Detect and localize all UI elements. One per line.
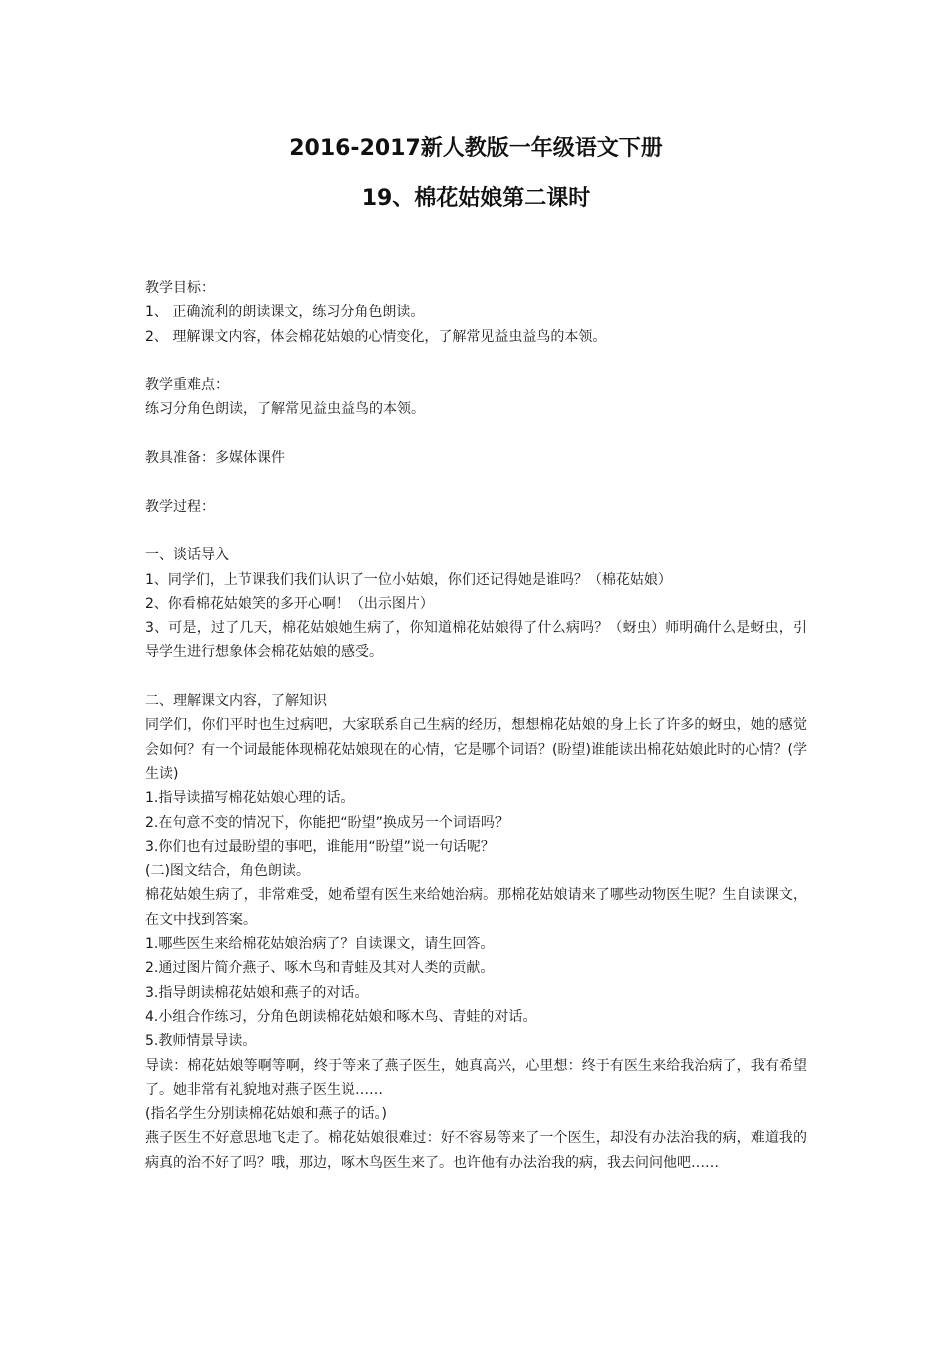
list-item: 2.在句意不变的情况下，你能把“盼望”换成另一个词语吗？ (145, 814, 509, 831)
document-body (145, 276, 807, 1175)
section-heading: 二、理解课文内容，了解知识 (145, 693, 327, 710)
list-item: 1.哪些医生来给棉花姑娘治病了？自读课文，请生回答。 (145, 936, 495, 953)
process-heading: 教学过程： (145, 498, 215, 515)
key-points-text: 练习分角色朗读，了解常见益虫益鸟的本领。 (145, 401, 425, 418)
paragraph: (指名学生分别读棉花姑娘和燕子的话。) (145, 1106, 387, 1123)
list-item: 3.你们也有过最盼望的事吧，谁能用“盼望”说一句话呢？ (145, 838, 495, 855)
teaching-tools: 教具准备：多媒体课件 (145, 450, 285, 467)
list-item: 2.通过图片简介燕子、啄木鸟和青蛙及其对人类的贡献。 (145, 960, 495, 977)
list-item: 1.指导读描写棉花姑娘心理的话。 (145, 790, 355, 807)
goal-item: 2、 理解课文内容，体会棉花姑娘的心情变化，了解常见益虫益鸟的本领。 (145, 328, 607, 345)
list-item: 3、可是，过了几天，棉花姑娘她生病了，你知道棉花姑娘得了什么病吗？（蚜虫）师明确什么是蚜虫，引导学生进行想象体会棉花姑娘的感受。 (145, 620, 807, 661)
list-item: 2、你看棉花姑娘笑的多开心啊！（出示图片） (145, 595, 434, 612)
list-item: 5.教师情景导读。 (145, 1033, 257, 1050)
list-item: 4.小组合作练习，分角色朗读棉花姑娘和啄木鸟、青蛙的对话。 (145, 1008, 537, 1025)
lesson-title: 19、棉花姑娘第二课时 (361, 186, 591, 211)
paragraph: 燕子医生不好意思地飞走了。棉花姑娘很难过：好不容易等来了一个医生，却没有办法治我的病，难道我的病真的治不好了吗？哦，那边，啄木鸟医生来了。也许他有办法治我的病，我去问问他吧…… (145, 1130, 807, 1171)
section-heading: 一、谈话导入 (145, 547, 229, 564)
document-title: 2016-2017新人教版一年级语文下册 (289, 136, 663, 161)
list-item: 3.指导朗读棉花姑娘和燕子的对话。 (145, 984, 369, 1001)
paragraph: 导读：棉花姑娘等啊等啊，终于等来了燕子医生，她真高兴，心里想：终于有医生来给我治病了，我有希望了。她非常有礼貌地对燕子医生说…… (145, 1057, 807, 1098)
subsection-heading: (二)图文结合，角色朗读。 (145, 863, 310, 880)
key-points-heading: 教学重难点： (145, 377, 229, 394)
paragraph: 同学们，你们平时也生过病吧，大家联系自己生病的经历，想想棉花姑娘的身上长了许多的蚜虫，她的感觉会如何？有一个词最能体现棉花姑娘现在的心情，它是哪个词语？(盼望)谁能读出棉花姑娘此时的心情？(学生读) (145, 717, 807, 782)
list-item: 1、同学们，上节课我们我们认识了一位小姑娘，你们还记得她是谁吗？（棉花姑娘） (145, 571, 672, 588)
goals-heading: 教学目标： (145, 280, 215, 296)
goal-item: 1、 正确流利的朗读课文，练习分角色朗读。 (145, 304, 425, 321)
paragraph: 棉花姑娘生病了，非常难受，她希望有医生来给她治病。那棉花姑娘请来了哪些动物医生呢？生自读课文，在文中找到答案。 (145, 887, 807, 928)
